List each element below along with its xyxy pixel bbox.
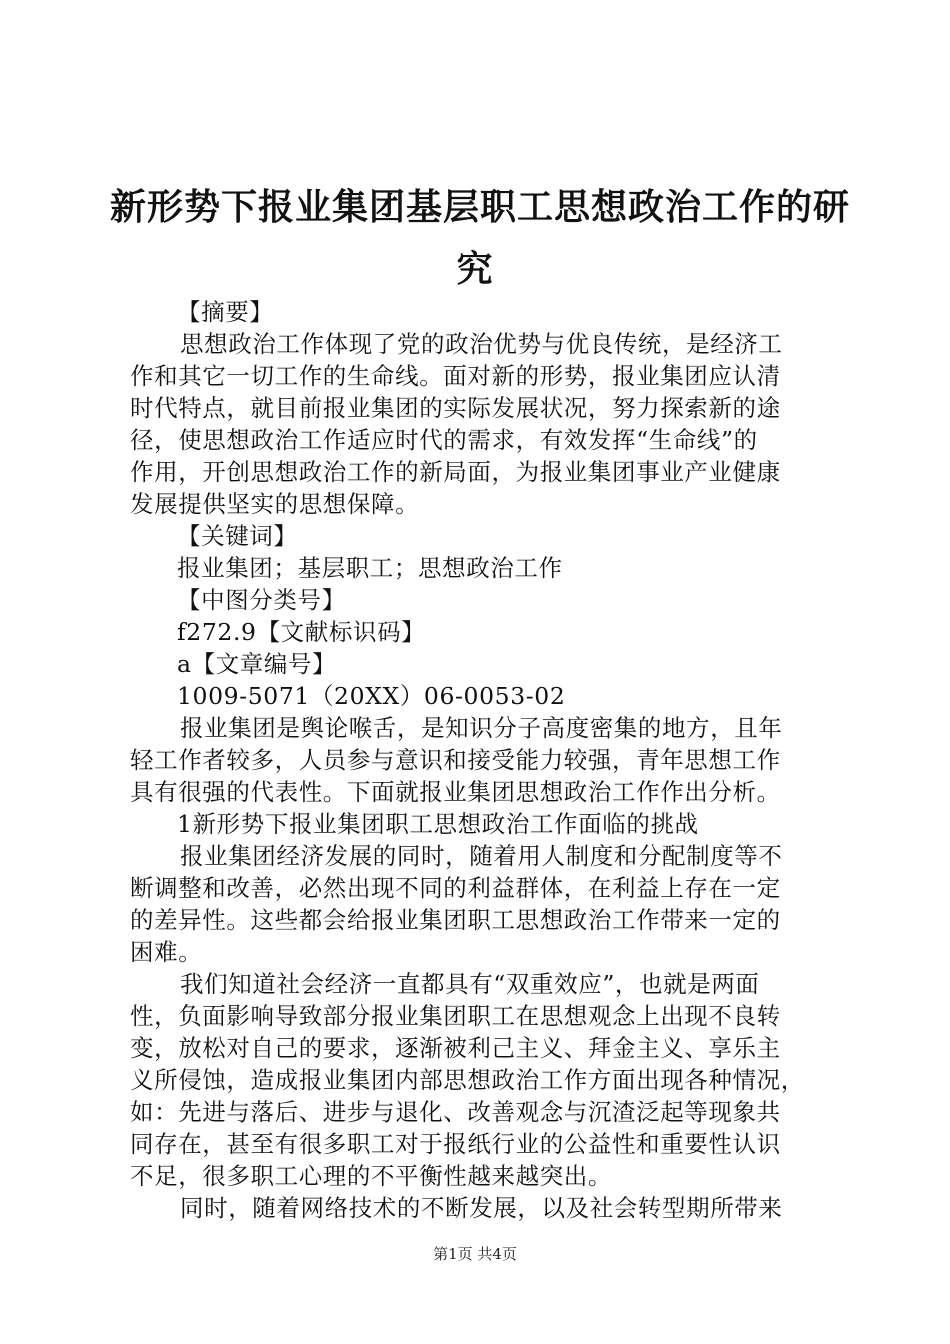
text-line: 同存在，甚至有很多职工对于报纸行业的公益性和重要性认识 xyxy=(130,1130,781,1158)
document-body xyxy=(130,296,835,1224)
text-line: 报业集团经济发展的同时，随着用人制度和分配制度等不 xyxy=(180,842,783,870)
text-line: 轻工作者较多，人员参与意识和接受能力较强，青年思想工作 xyxy=(130,746,781,774)
text-line: 1009-5071（20XX）06-0053-02 xyxy=(177,682,566,710)
text-line: 不足，很多职工心理的不平衡性越来越突出。 xyxy=(130,1162,612,1190)
text-line: 义所侵蚀，造成报业集团内部思想政治工作方面出现各种情况， xyxy=(130,1066,805,1094)
text-line: 【摘要】 xyxy=(177,298,274,326)
text-line: 的差异性。这些都会给报业集团职工思想政治工作带来一定的 xyxy=(130,906,781,934)
document-title-line-2: 究 xyxy=(456,249,494,290)
text-line: 我们知道社会经济一直都具有“双重效应”，也就是两面 xyxy=(180,970,760,998)
text-line: 报业集团；基层职工；思想政治工作 xyxy=(177,554,563,582)
text-line: 【关键词】 xyxy=(177,522,298,550)
text-line: f272.9【文献标识码】 xyxy=(177,618,426,646)
text-line: 【中图分类号】 xyxy=(177,586,346,614)
text-line: 时代特点，就目前报业集团的实际发展状况，努力探索新的途 xyxy=(130,394,781,422)
page-footer: 第1页 共4页 xyxy=(433,1245,517,1263)
text-line: 变，放松对自己的要求，逐渐被利己主义、拜金主义、享乐主 xyxy=(130,1034,781,1062)
text-line: 困难。 xyxy=(130,938,203,966)
text-line: 径，使思想政治工作适应时代的需求，有效发挥“生命线”的 xyxy=(130,426,758,454)
text-line: 具有很强的代表性。下面就报业集团思想政治工作作出分析。 xyxy=(130,778,781,806)
text-line: 报业集团是舆论喉舌，是知识分子高度密集的地方，且年 xyxy=(180,714,783,742)
text-line: 发展提供坚实的思想保障。 xyxy=(130,490,420,518)
text-line: 作和其它一切工作的生命线。面对新的形势，报业集团应认清 xyxy=(130,362,781,390)
text-line: a【文章编号】 xyxy=(177,650,337,678)
document-title-line-1: 新形势下报业集团基层职工思想政治工作的研 xyxy=(110,187,851,228)
text-line: 1新形势下报业集团职工思想政治工作面临的挑战 xyxy=(177,810,699,838)
text-line: 断调整和改善，必然出现不同的利益群体，在利益上存在一定 xyxy=(130,874,781,902)
text-line: 性，负面影响导致部分报业集团职工在思想观念上出现不良转 xyxy=(130,1002,781,1030)
text-line: 同时，随着网络技术的不断发展，以及社会转型期所带来 xyxy=(180,1194,783,1222)
text-line: 作用，开创思想政治工作的新局面，为报业集团事业产业健康 xyxy=(130,458,781,486)
text-line: 如：先进与落后、进步与退化、改善观念与沉渣泛起等现象共 xyxy=(130,1098,781,1126)
text-line: 思想政治工作体现了党的政治优势与优良传统，是经济工 xyxy=(180,330,783,358)
